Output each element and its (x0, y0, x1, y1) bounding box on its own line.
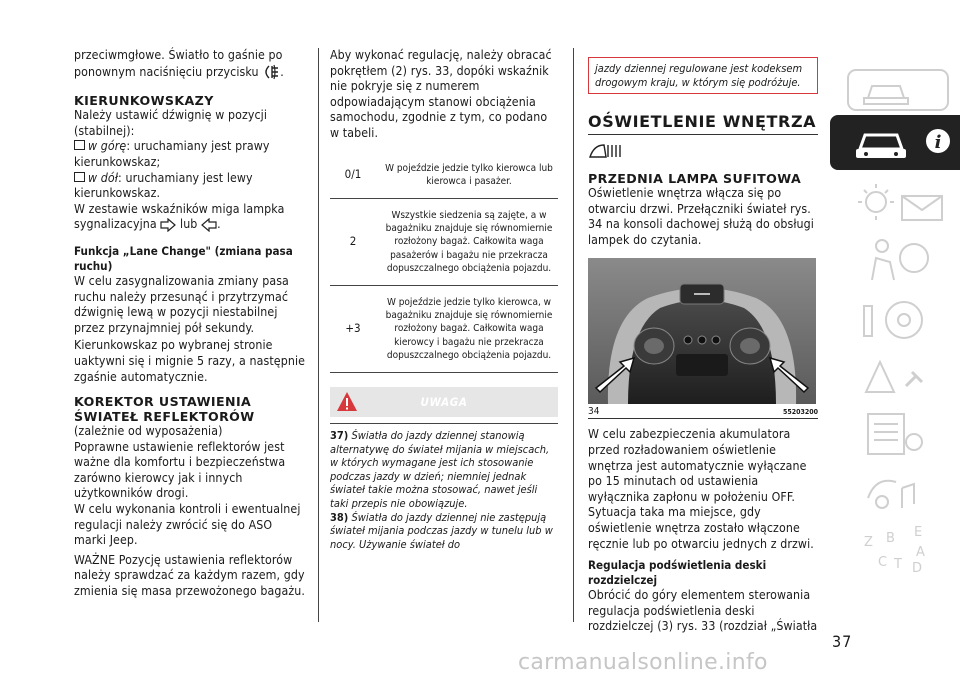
korektor-text-3: W celu wykonania kontroli i ewentualnej regulacji należy zwrócić się do ASO marki Jeep. (74, 502, 301, 548)
car-icon (842, 68, 952, 112)
front-lamp-text: Oświetlenie wnętrza włącza się po otwarciu drzwi. Przełączniki świateł rys. 34 na konsoli dachowej służą do obsługi lampek do czytania. (588, 186, 814, 247)
index-letter: B (886, 531, 895, 546)
load-level: +3 (345, 321, 361, 336)
section-title-front-lamp: PRZEDNIA LAMPA SUFITOWA (588, 171, 802, 186)
column-1 (74, 48, 306, 600)
wheel-tools-icon (842, 294, 952, 342)
lane-text-2: Kierunkowskaz po wybranej stronie uaktywni się i mignie 5 razy, a następnie zgaśnie automatycznie. (74, 338, 306, 384)
continued-warning-box: jazdy dziennej regulowane jest kodeksem drogowym kraju, w którym się podróżuje. (588, 57, 818, 94)
intro-line-2: ponownym naciśnięciu przycisku . (74, 64, 306, 85)
warning-item-38: 38) Światła do jazdy dziennej nie zastępują świateł mijania podczas jazdy w tunelu lub w nocy. Używanie świateł do (330, 510, 553, 551)
lamp-text: W zestawie wskaźników miga lampka sygnalizacyjna lub . (74, 202, 306, 237)
load-level: 2 (349, 234, 357, 249)
tab-warning-lights[interactable] (830, 172, 960, 227)
section-title-kierunkowskazy: KIERUNKOWSKAZY (74, 93, 214, 109)
warning-header (330, 387, 558, 417)
section-title-dashboard-light: Regulacja podświetlenia deski rozdzielczej (588, 558, 767, 588)
interior-light-icon (588, 141, 818, 165)
index-letter: T (894, 557, 902, 572)
index-letter: C (878, 555, 888, 570)
column-2 (330, 48, 558, 551)
warning-body (330, 423, 558, 551)
bullet-icon (74, 140, 85, 150)
list-item: w górę: uruchamiany jest prawy kierunkowskaz; (74, 139, 270, 169)
load-level: 0/1 (344, 167, 362, 182)
warning-triangle-icon (842, 352, 952, 400)
tab-car-info[interactable] (830, 115, 960, 170)
warning-title: UWAGA (420, 395, 468, 409)
svg-text:i: i (934, 132, 942, 153)
warning-item-37: 37) Światła do jazdy dziennej stanowią alternatywę do świateł mijania w miejscach, w których wymagane jest ich stosowanie podczas jazdy w dzień; niemniej jednak świateł takie można stosować, nawet jeśli taki przepis nie obowiązuje. (330, 429, 550, 510)
dashboard-light-text: Obrócić do góry elementem sterowania regulacja podświetlenia deski rozdzielczej (3) rys. 33 (rozdział „Światła (588, 588, 818, 634)
tab-media[interactable] (830, 462, 960, 517)
index-letter: D (912, 561, 923, 576)
arrow-right-icon (160, 218, 176, 237)
korektor-text-4: WAŻNE Pozycję ustawienia reflektorów należy sprawdzać za każdym razem, gdy zmienia się masa przewożonego bagażu. (74, 552, 305, 599)
regulation-intro: Aby wykonać regulację, należy obracać pokrętłem (2) rys. 33, dopóki wskaźnik nie pokryje się z numerem odpowiadającym stanowi obciążenia samochodu, zgodnie z tym, co podano w tabeli. (330, 48, 552, 140)
load-description: W pojeździe jedzie tylko kierowca lub kierowca i pasażer. (385, 162, 553, 187)
tab-emergency[interactable] (830, 346, 960, 401)
korektor-text-2: Poprawne ustawienie reflektorów jest ważne dla komfortu i bezpieczeństwa zarówno kierowcy jak i innych użytkowników drogi. (74, 439, 286, 501)
load-table (330, 152, 558, 373)
bullet-icon (74, 172, 85, 182)
warning-lights-icon (842, 178, 952, 226)
index-letter: Z (864, 535, 873, 550)
car-info-icon (842, 121, 952, 165)
alphabet-index-icon (842, 526, 952, 586)
section-title-korektor-2: ŚWIATEŁ REFLEKTORÓW (74, 409, 255, 425)
table-row (330, 152, 558, 199)
column-3 (588, 57, 818, 635)
korektor-text-1: (zależnie od wyposażenia) (74, 424, 223, 439)
index-letter: E (914, 526, 923, 540)
column-divider (318, 48, 319, 622)
airbag-icon (842, 236, 952, 284)
watermark: carmanualsonline.info (518, 650, 768, 675)
table-row (330, 285, 558, 372)
column-divider (573, 48, 574, 622)
arrow-left-icon (201, 218, 217, 237)
figure-caption: 34 55203200 (588, 406, 818, 418)
tab-airbag[interactable] (830, 230, 960, 285)
kier-intro: Należy ustawić dźwignię w pozycji (stabilnej): (74, 108, 268, 138)
section-title-lane-change: Funkcja „Lane Change" (zmiana pasa ruchu) (74, 243, 293, 273)
figure-34-photo (588, 258, 816, 404)
tab-car[interactable] (830, 62, 960, 117)
tab-service[interactable] (830, 404, 960, 459)
service-checklist-icon (842, 410, 952, 458)
table-row (330, 198, 558, 285)
tab-index[interactable] (830, 520, 960, 575)
fog-light-icon (262, 64, 280, 85)
battery-saver-text: W celu zabezpieczenia akumulatora przed rozładowaniem oświetlenie wnętrza jest automatycznie wyłączane po 15 minutach od ustawienia wyłącznika zapłonu w położeniu OFF. Sytuacja taka ma miejsce, gdy oświetlenie wnętrza zostało włączone ręcznie lub po otwarciu jednych z drzwi. (588, 427, 814, 551)
tab-driving[interactable] (830, 288, 960, 343)
page-title: OŚWIETLENIE WNĘTRZA (588, 112, 817, 131)
load-description: W pojeździe jedzie tylko kierowca, w bagażniku znajduje się równomiernie rozłożony bagaż. Całkowita waga kierowcy i bagażu nie przekracza dopuszczalnego obciążenia pojazdu. (385, 296, 553, 361)
list-item: w dół: uruchamiany jest lewy kierunkowskaz. (74, 170, 253, 201)
section-title-korektor: KOREKTOR USTAWIENIA (74, 394, 252, 410)
page-number: 37 (832, 632, 853, 651)
lane-text-1: W celu zasygnalizowania zmiany pasa ruchu należy przesunąć i przytrzymać dźwignię lewą w pozycji niestabilnej przez przynajmniej pół sekundy. (74, 273, 289, 335)
intro-line: przeciwmgłowe. Światło to gaśnie po (74, 48, 283, 62)
media-icon (842, 468, 952, 516)
load-description: Wszystkie siedzenia są zajęte, a w bagażniku znajduje się równomiernie rozłożony bagaż. Całkowita waga pasażerów i bagażu nie przekracza dopuszczalnego obciążenia pojazdu. (385, 209, 553, 274)
index-letter: A (916, 545, 925, 560)
